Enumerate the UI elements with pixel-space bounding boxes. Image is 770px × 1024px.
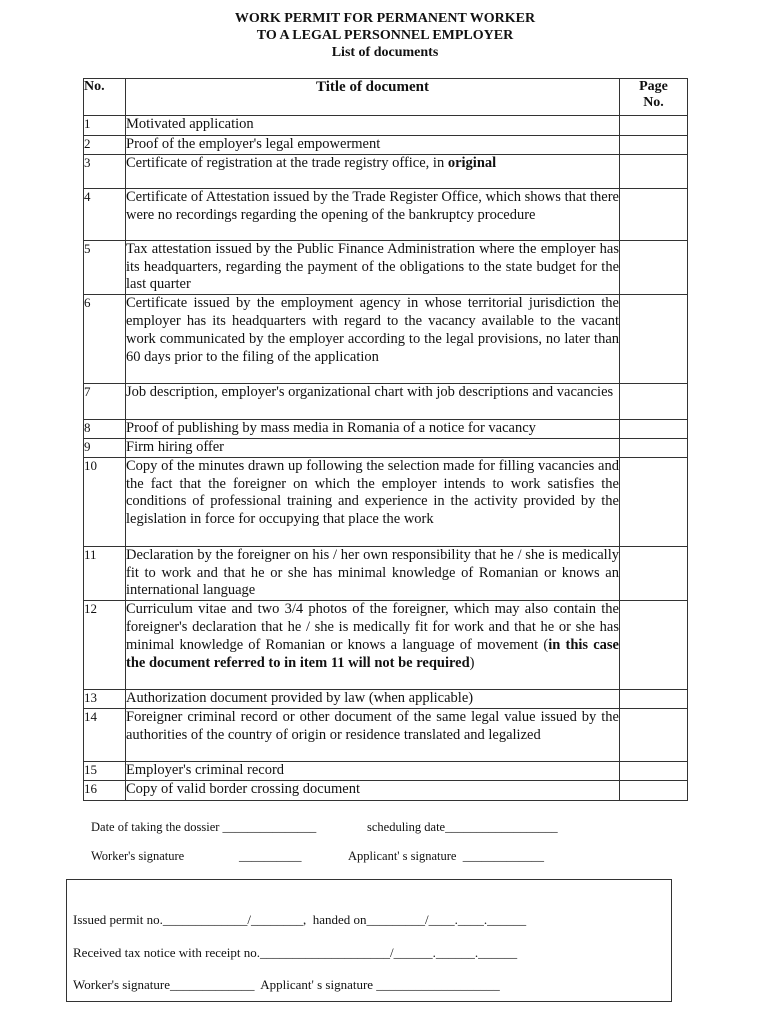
document-title-text: Tax attestation issued by the Public Finance Administration where the employer has its headquarters, regarding the payment of the obligations to the state budget for the last quarter xyxy=(126,240,619,293)
page-number-cell xyxy=(620,154,688,188)
page-number-cell xyxy=(620,708,688,761)
row-number: 2 xyxy=(84,136,126,155)
document-title xyxy=(126,420,620,439)
worker-signature-label: Worker's signature xyxy=(91,849,185,863)
row-number: 1 xyxy=(84,116,126,136)
page-number-cell xyxy=(620,546,688,600)
document-title xyxy=(126,154,620,188)
document-title xyxy=(126,690,620,709)
document-title xyxy=(126,780,620,800)
table-row xyxy=(84,116,688,136)
page-number-cell xyxy=(620,601,688,690)
tax-notice-line: Received tax notice with receipt no.____________________/______.______.______ xyxy=(73,945,518,960)
document-title-text: Declaration by the foreigner on his / her own responsibility that he / she is medically fit to work and that he or she has minimal knowledge of Romanian or knows an international language xyxy=(126,546,619,599)
page-number-cell xyxy=(620,780,688,800)
column-header-page-line2: No. xyxy=(643,95,664,110)
document-title-text: Curriculum vitae and two 3/4 photos of the foreigner, which may also contain the foreigner's declaration that he / she is medically fit for work and that he or she has minimal knowledge of Romanian or knows a language of movement ( xyxy=(126,601,619,653)
document-title xyxy=(126,708,620,761)
table-row xyxy=(84,188,688,240)
page-number-cell xyxy=(620,136,688,155)
page-number-cell xyxy=(620,295,688,384)
page-number-cell xyxy=(620,384,688,420)
page-number-cell xyxy=(620,188,688,240)
document-title-tail: ) xyxy=(469,654,475,671)
table-row xyxy=(84,295,688,384)
page-number-cell xyxy=(620,761,688,780)
page-number-cell xyxy=(620,690,688,709)
document-title-text: Certificate of Attestation issued by the Trade Register Office, which shows that there were no recordings regarding the opening of the bankruptcy procedure xyxy=(126,188,619,223)
table-row xyxy=(84,708,688,761)
document-title xyxy=(126,761,620,780)
row-number: 12 xyxy=(84,601,126,690)
document-title xyxy=(126,295,620,384)
issued-permit-line: Issued permit no._____________/________, handed on_________/____.____.______ xyxy=(73,912,527,927)
document-title xyxy=(126,188,620,240)
applicant-signature: Applicant' s signature _____________ xyxy=(348,849,544,863)
document-title xyxy=(126,457,620,546)
row-number: 9 xyxy=(84,438,126,457)
row-number: 14 xyxy=(84,708,126,761)
worker-signature-line: __________ xyxy=(239,849,302,863)
table-row xyxy=(84,240,688,294)
document-title xyxy=(126,384,620,420)
document-title-text: Firm hiring offer xyxy=(126,438,224,455)
row-number: 11 xyxy=(84,546,126,600)
document-title-text: Motivated application xyxy=(126,116,254,132)
page-number-cell xyxy=(620,116,688,136)
page-number-cell xyxy=(620,438,688,457)
row-number: 3 xyxy=(84,154,126,188)
document-title-text: Proof of publishing by mass media in Romania of a notice for vacancy xyxy=(126,420,536,437)
box-signatures-line: Worker's signature_____________ Applicant' s signature ___________________ xyxy=(73,977,500,992)
row-number: 13 xyxy=(84,690,126,709)
column-header-page-line1: Page xyxy=(639,79,668,94)
date-taking-dossier: Date of taking the dossier _______________ xyxy=(91,820,317,834)
table-row xyxy=(84,136,688,155)
document-title xyxy=(126,601,620,690)
document-title-text: Certificate of registration at the trade registry office, in xyxy=(126,154,448,171)
document-title-emphasis: original xyxy=(447,154,497,171)
table-row xyxy=(84,384,688,420)
document-title-emphasis: in this case the document referred to in item 11 will not be required xyxy=(126,636,619,671)
row-number: 15 xyxy=(84,761,126,780)
table-row xyxy=(84,154,688,188)
table-row xyxy=(84,546,688,600)
document-title-text: Copy of the minutes drawn up following the selection made for filling vacancies and the fact that the foreigner on which the employer intends to work satisfies the conditions of professional training and experience in the activity provided by the legislation in force for occupying that place the work xyxy=(126,457,619,528)
document-title xyxy=(126,438,620,457)
page-number-cell xyxy=(620,457,688,546)
document-title-text: Proof of the employer's legal empowerment xyxy=(126,136,381,152)
row-number: 8 xyxy=(84,420,126,439)
column-header-page xyxy=(620,79,688,116)
table-row xyxy=(84,780,688,800)
document-title-text: Employer's criminal record xyxy=(126,761,285,778)
table-header-row xyxy=(84,79,688,116)
scheduling-date: scheduling date__________________ xyxy=(367,820,558,834)
column-header-no: No. xyxy=(84,79,126,116)
document-title-text: Authorization document provided by law (when applicable) xyxy=(126,690,474,707)
document-title xyxy=(126,136,620,155)
document-title xyxy=(126,116,620,136)
table-row xyxy=(84,457,688,546)
document-title-text: Certificate issued by the employment agency in whose territorial jurisdiction the employer has its headquarters with regard to the vacancy available to the vacant work communicated by the employer according to the legal provisions, no later than 60 days prior to the filing of the application xyxy=(126,295,619,365)
document-title-text: Copy of valid border crossing document xyxy=(126,780,360,797)
row-number: 16 xyxy=(84,780,126,800)
document-title xyxy=(126,546,620,600)
page-number-cell xyxy=(620,240,688,294)
table-row xyxy=(84,438,688,457)
title-line-3: List of documents xyxy=(331,45,439,60)
table-row xyxy=(84,420,688,439)
document-title-text: Job description, employer's organizational chart with job descriptions and vacancies xyxy=(126,384,614,401)
row-number: 10 xyxy=(84,457,126,546)
title-line-1: WORK PERMIT FOR PERMANENT WORKER xyxy=(234,11,536,26)
table-row xyxy=(84,690,688,709)
document-title-text: Foreigner criminal record or other document of the same legal value issued by the authorities of the country of origin or residence translated and legalized xyxy=(126,708,619,743)
column-header-title: Title of document xyxy=(126,79,620,116)
title-line-2: TO A LEGAL PERSONNEL EMPLOYER xyxy=(256,28,514,43)
row-number: 4 xyxy=(84,188,126,240)
table-row xyxy=(84,761,688,780)
documents-table xyxy=(83,78,688,801)
row-number: 6 xyxy=(84,295,126,384)
row-number: 7 xyxy=(84,384,126,420)
page-number-cell xyxy=(620,420,688,439)
document-title xyxy=(126,240,620,294)
row-number: 5 xyxy=(84,240,126,294)
table-row xyxy=(84,601,688,690)
